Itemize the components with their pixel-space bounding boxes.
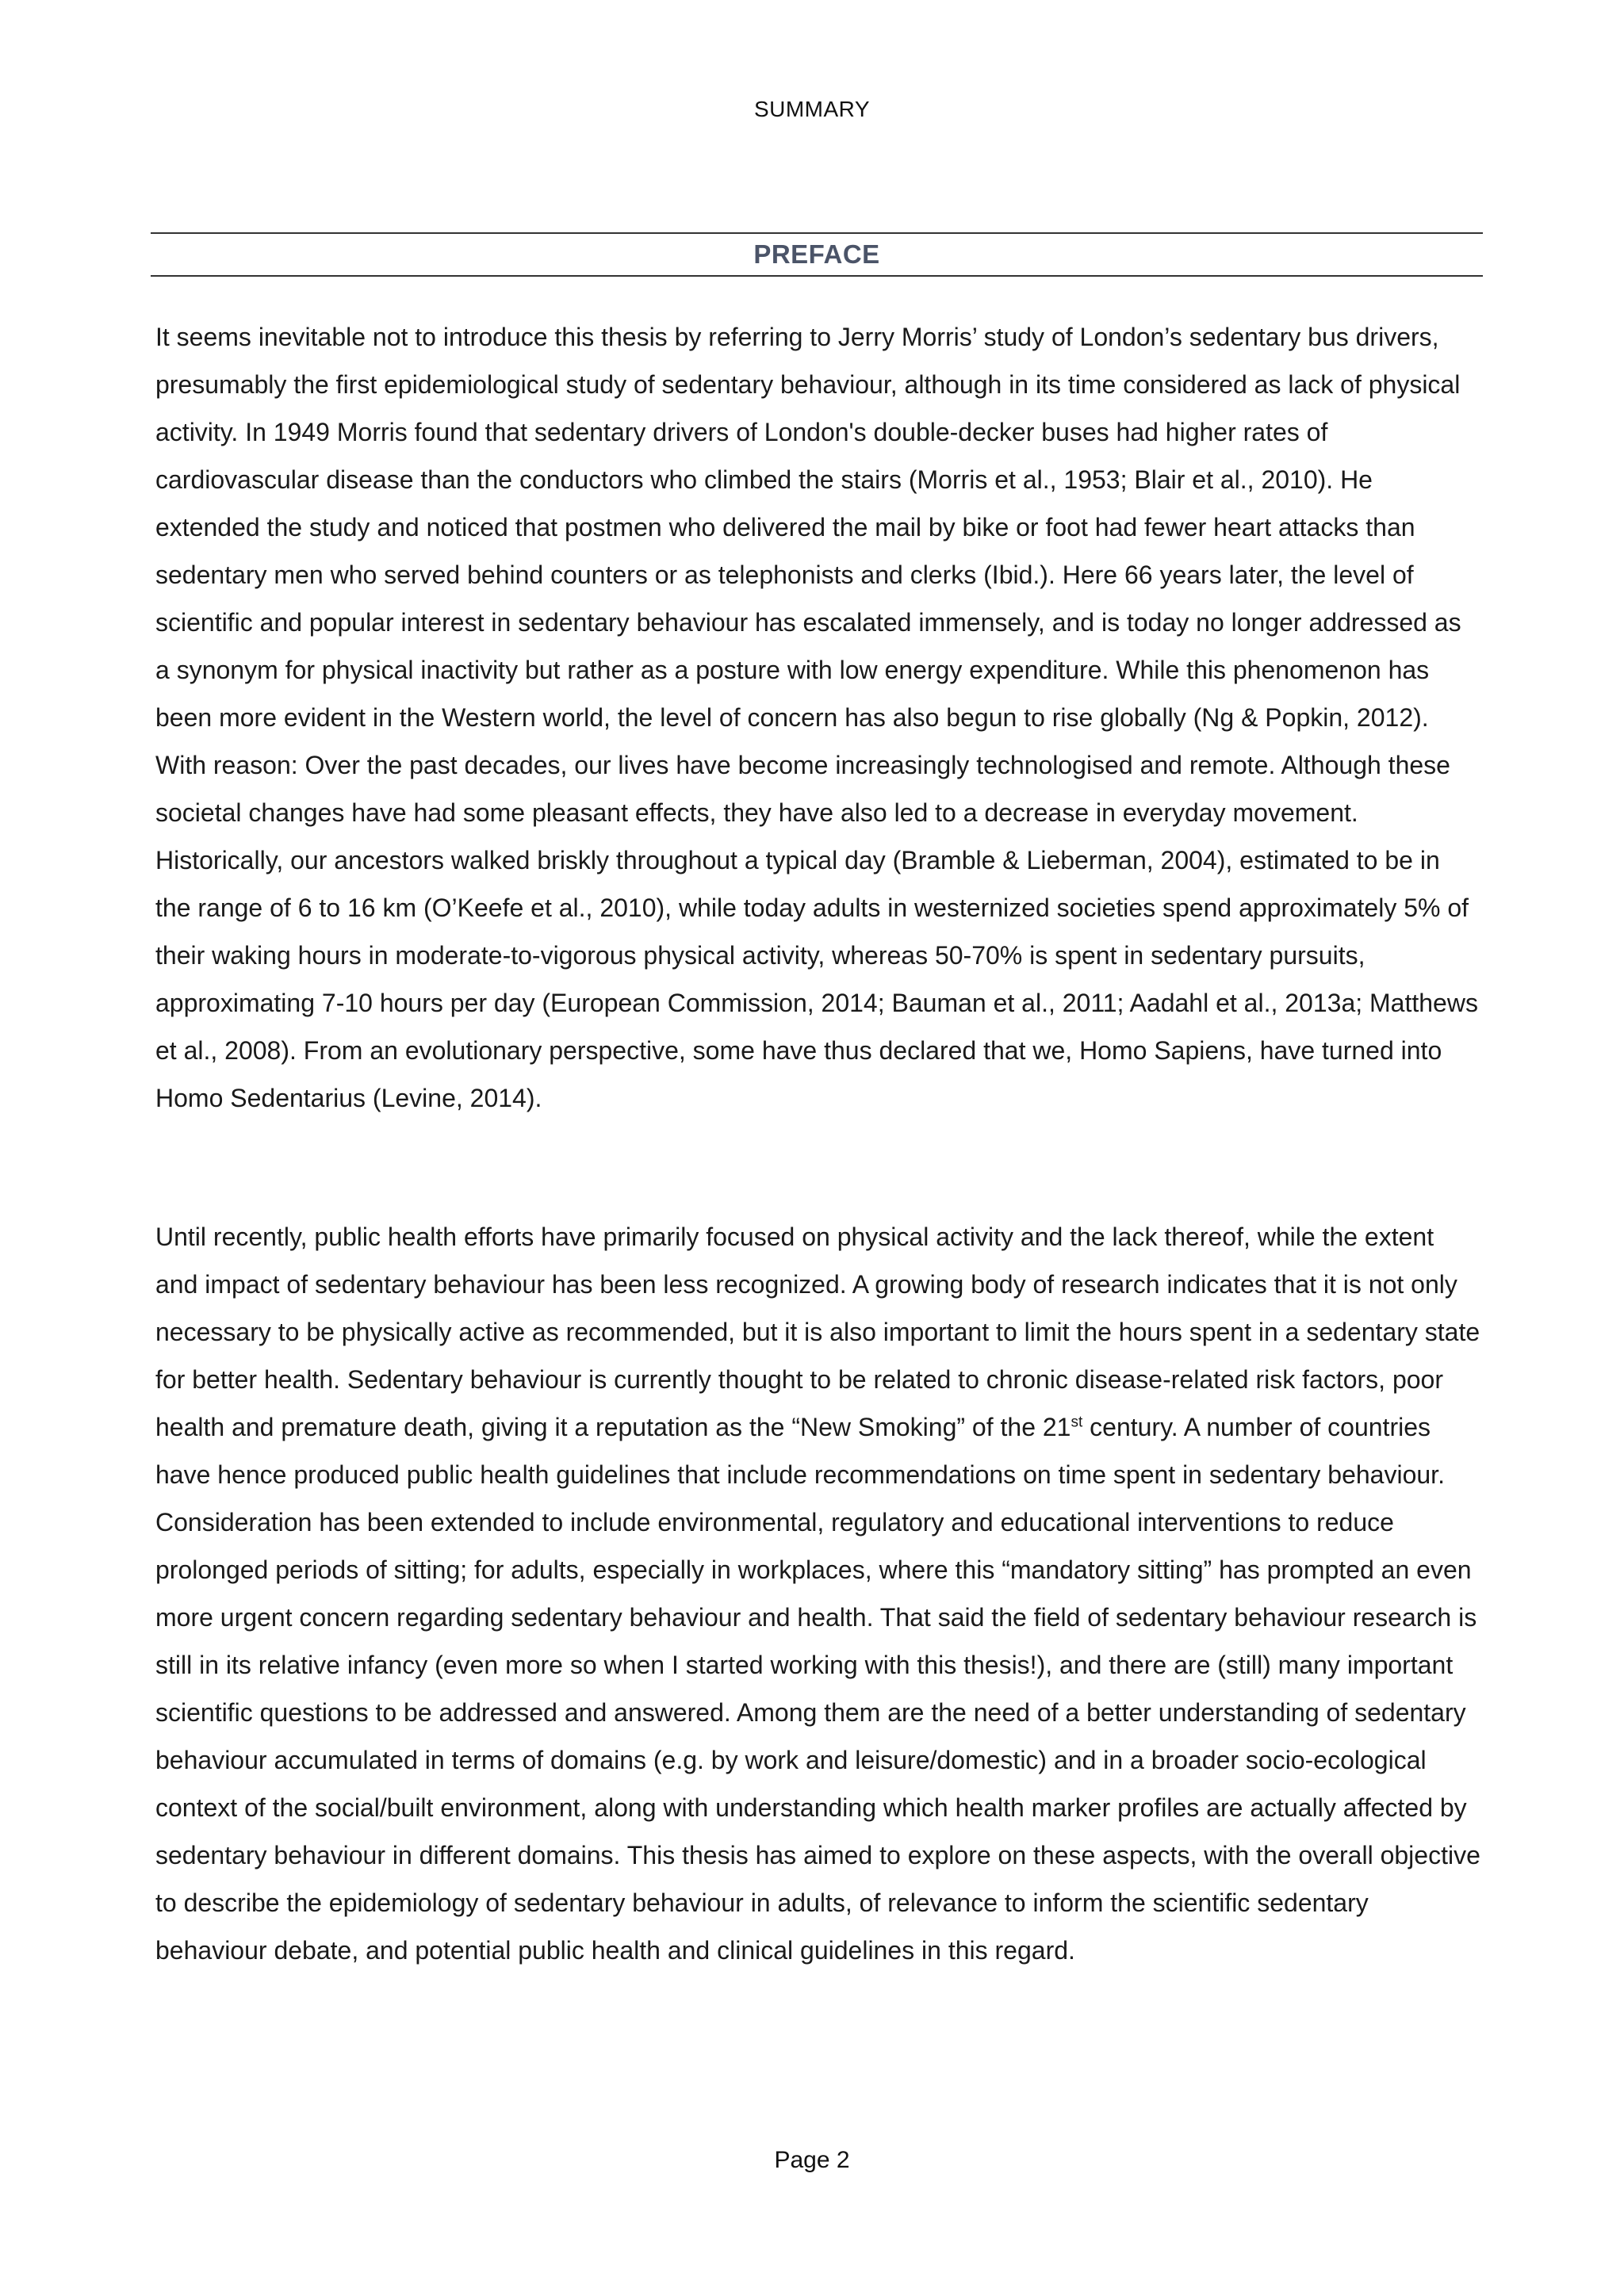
paragraph-2-text-end: century. A number of countries have hence produced public health guidelines that include recommendations on time spent in sedentary behaviour. Consideration has been extended to include environmental, regulatory and educational interventions to reduce prolonged periods of sitting; for adults, especially in workplaces, where this “mandatory sitting” has prompted an even more urgent concern regarding sedentary behaviour and health. That said the field of sedentary behaviour research is still in its relative infancy (even more so when I started working with this thesis!), and there are (still) many important scientific questions to be addressed and answered. Among them are the need of a better understanding of sedentary behaviour accumulated in terms of domains (e.g. by work and leisure/domestic) and in a broader socio-ecological context of the social/built environment, along with understanding which health marker profiles are actually affected by sedentary behaviour in different domains. This thesis has aimed to explore on these aspects, with the overall objective to describe the epidemiology of sedentary behaviour in adults, of relevance to inform the scientific sedentary behaviour debate, and potential public health and clinical guidelines in this regard. — [155, 1413, 1480, 1965]
section-title: PREFACE — [753, 239, 880, 269]
body-paragraph-2 — [155, 1213, 1481, 1974]
paragraph-2-text-start: Until recently, public health efforts have primarily focused on physical activity and the lack thereof, while the extent and impact of sedentary behaviour has been less recognized. A growing body of research indicates that it is not only necessary to be physically active as recommended, but it is also important to limit the hours spent in a sedentary state for better health. Sedentary behaviour is currently thought to be related to chronic disease-related risk factors, poor health and premature death, giving it a reputation as the “New Smoking” of the 21 — [155, 1223, 1480, 1441]
ordinal-superscript: st — [1071, 1414, 1083, 1431]
page-number: Page 2 — [774, 2147, 850, 2173]
running-header: SUMMARY — [753, 97, 871, 121]
body-paragraph-1: It seems inevitable not to introduce this thesis by referring to Jerry Morris’ study of London’s sedentary bus drivers, presumably the first epidemiological study of sedentary behaviour, although in its time considered as lack of physical activity. In 1949 Morris found that sedentary drivers of London's double-decker buses had higher rates of cardiovascular disease than the conductors who climbed the stairs (Morris et al., 1953; Blair et al., 2010). He extended the study and noticed that postmen who delivered the mail by bike or foot had fewer heart attacks than sedentary men who served behind counters or as telephonists and clerks (Ibid.). Here 66 years later, the level of scientific and popular interest in sedentary behaviour has escalated immensely, and is today no longer addressed as a synonym for physical inactivity but rather as a posture with low energy expenditure. While this phenomenon has been more evident in the Western world, the level of concern has also begun to rise globally (Ng & Popkin, 2012). With reason: Over the past decades, our lives have become increasingly technologised and remote. Although these societal changes have had some pleasant effects, they have also led to a decrease in everyday movement. Historically, our ancestors walked briskly throughout a typical day (Bramble & Lieberman, 2004), estimated to be in the range of 6 to 16 km (O’Keefe et al., 2010), while today adults in westernized societies spend approximately 5% of their waking hours in moderate-to-vigorous physical activity, whereas 50-70% is spent in sedentary pursuits, approximating 7-10 hours per day (European Commission, 2014; Bauman et al., 2011; Aadahl et al., 2013a; Matthews et al., 2008). From an evolutionary perspective, some have thus declared that we, Homo Sapiens, have turned into Homo Sedentarius (Levine, 2014). — [155, 323, 1478, 1112]
section-heading-band — [151, 232, 1483, 277]
